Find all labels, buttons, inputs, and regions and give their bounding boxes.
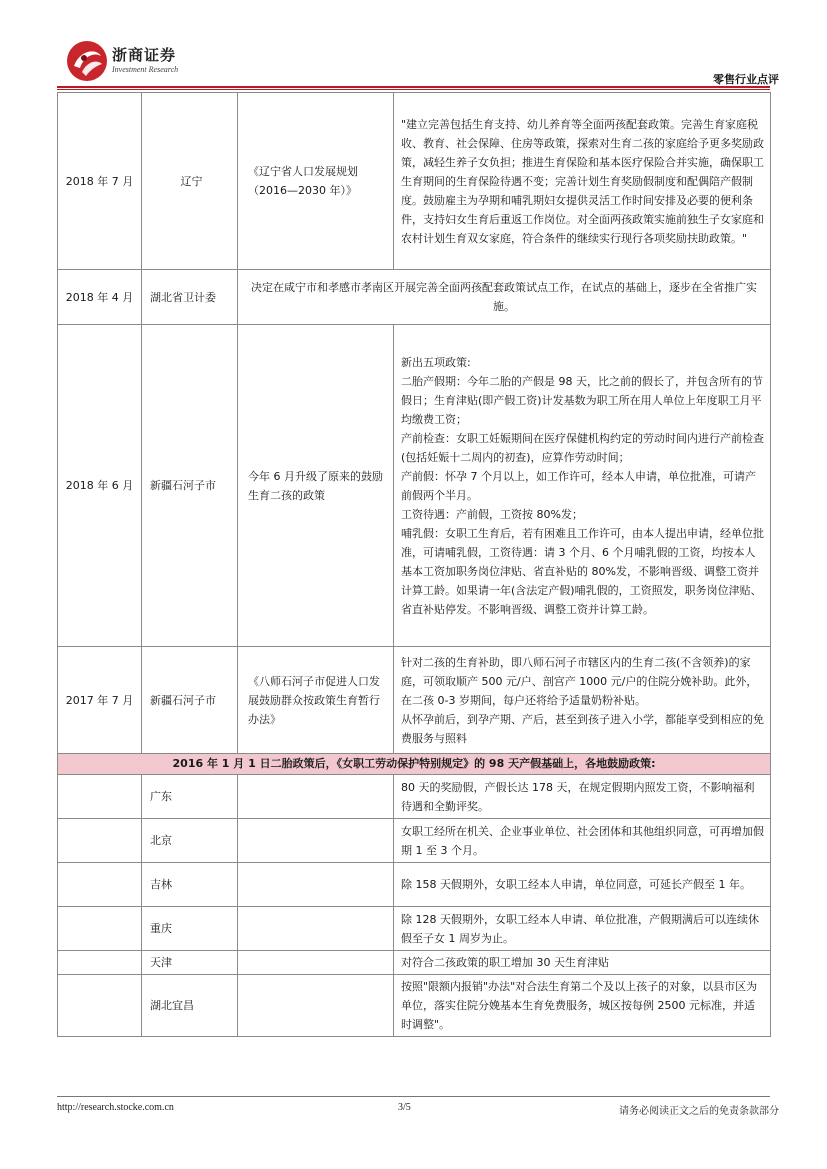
logo-mark-icon — [66, 40, 108, 82]
section-header: 2016 年 1 月 1 日二胎政策后，《女职工劳动保护特别规定》的 98 天产假基础上，各地鼓励政策: — [58, 754, 771, 775]
date-cell: 2017 年 7 月 — [58, 647, 142, 754]
details-cell: 除 158 天假期外，女职工经本人申请，单位同意，可延长产假至 1 年。 — [394, 863, 771, 907]
empty-policy-cell — [238, 975, 394, 1037]
empty-date-cell — [58, 819, 142, 863]
region-cell: 天津 — [142, 951, 238, 975]
logo-english-name: Investment Research — [112, 65, 179, 74]
date-cell: 2018 年 6 月 — [58, 325, 142, 647]
company-logo — [66, 40, 184, 82]
table-row — [58, 270, 771, 325]
details-cell — [394, 93, 771, 270]
table-row — [58, 775, 771, 819]
region-cell: 吉林 — [142, 863, 238, 907]
date-cell: 2018 年 4 月 — [58, 270, 142, 325]
region-cell: 北京 — [142, 819, 238, 863]
table-row — [58, 325, 771, 647]
logo-chinese-name: 浙商证券 — [112, 46, 177, 64]
empty-policy-cell — [238, 775, 394, 819]
details-cell: 决定在咸宁市和孝感市孝南区开展完善全面两孩配套政策试点工作，在试点的基础上，逐步在全省推广实施。 — [238, 270, 771, 325]
header-rule — [57, 86, 770, 88]
table-row — [58, 863, 771, 907]
policy-table — [57, 92, 771, 1037]
policy-cell: 《辽宁省人口发展规划（2016—2030 年）》 — [238, 93, 394, 270]
footer-rule — [57, 1096, 770, 1097]
region-cell: 辽宁 — [142, 93, 238, 270]
section-header-row — [58, 754, 771, 775]
empty-policy-cell — [238, 951, 394, 975]
policy-cell: 《八师石河子市促进人口发展鼓励群众按政策生育暂行办法》 — [238, 647, 394, 754]
detail-text: 从怀孕前后，到孕产期、产后，甚至到孩子进入小学，都能享受到相应的免费服务与照料 — [401, 712, 764, 745]
table-row — [58, 907, 771, 951]
page-number: 3/5 — [398, 1102, 411, 1113]
details-cell: 按照"限额内报销"办法"对合法生育第二个及以上孩子的对象，以县市区为单位，落实住院分娩基本生育免费服务，城区按每例 2500 元标准，并适时调整"。 — [394, 975, 771, 1037]
empty-policy-cell — [238, 863, 394, 907]
table-row — [58, 975, 771, 1037]
table-row — [58, 951, 771, 975]
empty-date-cell — [58, 863, 142, 907]
policy-cell: 今年 6 月升级了原来的鼓励生育二孩的政策 — [238, 325, 394, 647]
empty-date-cell — [58, 951, 142, 975]
empty-policy-cell — [238, 819, 394, 863]
detail-text: 二胎产假期：今年二胎的产假是 98 天，比之前的假长了，并包含所有的节假日；生育津贴(即产假工资)计发基数为职工所在用人单位上年度职工月平均缴费工资； — [401, 374, 763, 426]
detail-text: 针对二孩的生育补助，即八师石河子市辖区内的生育二孩(不含领养)的家庭，可领取顺产 500 元/户、剖宫产 1000 元/户的住院分娩补助。此外，在二孩 0-3 岁期间，每户还将给予适量奶粉补贴。 — [401, 655, 758, 707]
empty-date-cell — [58, 975, 142, 1037]
details-cell: 除 128 天假期外，女职工经本人申请、单位批准，产假期满后可以连续休假至子女 1 周岁为止。 — [394, 907, 771, 951]
region-cell: 湖北省卫计委 — [142, 270, 238, 325]
table-row — [58, 93, 771, 270]
date-cell: 2018 年 7 月 — [58, 93, 142, 270]
empty-date-cell — [58, 775, 142, 819]
empty-date-cell — [58, 907, 142, 951]
region-cell: 新疆石河子市 — [142, 647, 238, 754]
footer-url-link[interactable]: http://research.stocke.com.cn — [57, 1102, 174, 1113]
detail-text: 新出五项政策: — [401, 355, 471, 369]
detail-text: 产前假：怀孕 7 个月以上，如工作许可，经本人申请，单位批准，可请产前假两个半月。 — [401, 469, 756, 502]
header-rule-thin — [57, 89, 770, 90]
detail-text: 哺乳假：女职工生育后，若有困难且工作许可，由本人提出申请，经单位批准，可请哺乳假，工资待遇：请 3 个月、6 个月哺乳假的工资，均按本人基本工资加职务岗位津贴、省直补贴的 80%发，不影响晋级、调整工资并计算工龄。如果请一年(含法定产假)哺乳假的，工资照发，职务岗位津贴、省直补贴停发。不影响晋级、调整工资并计算工龄。 — [401, 526, 764, 616]
details-cell — [394, 325, 771, 647]
empty-policy-cell — [238, 907, 394, 951]
region-cell: 广东 — [142, 775, 238, 819]
details-cell: 女职工经所在机关、企业事业单位、社会团体和其他组织同意，可再增加假期 1 至 3 个月。 — [394, 819, 771, 863]
details-cell: 对符合二孩政策的职工增加 30 天生育津贴 — [394, 951, 771, 975]
table-row — [58, 647, 771, 754]
detail-text: "建立完善包括生育支持、幼儿养育等全面两孩配套政策。完善生育家庭税收、教育、社会保障、住房等政策，探索对生育二孩的家庭给予更多奖励政策，减轻生养子女负担；推进生育保险和基本医疗保险合并实施，确保职工生育期间的生育保险待遇不变；完善计划生育奖励假制度和配偶陪产假制度。鼓励雇主为孕期和哺乳期妇女提供灵活工作时间安排及必要的便利条件，支持妇女生育后重返工作岗位。对全面两孩政策实施前独生子女家庭和农村计划生育双女家庭，符合条件的继续实行现行各项奖励扶助政策。" — [401, 117, 764, 245]
region-cell: 湖北宜昌 — [142, 975, 238, 1037]
details-cell — [394, 647, 771, 754]
report-type-label: 零售行业点评 — [713, 73, 779, 86]
detail-text: 工资待遇：产前假，工资按 80%发； — [401, 507, 583, 521]
region-cell: 新疆石河子市 — [142, 325, 238, 647]
details-cell: 80 天的奖励假，产假长达 178 天，在规定假期内照发工资，不影响福利待遇和全勤评奖。 — [394, 775, 771, 819]
detail-text: 产前检查：女职工妊娠期间在医疗保健机构约定的劳动时间内进行产前检查(包括妊娠十二周内的初查)，应算作劳动时间； — [401, 431, 764, 464]
table-row — [58, 819, 771, 863]
footer-disclaimer: 请务必阅读正文之后的免责条款部分 — [619, 1106, 779, 1117]
region-cell: 重庆 — [142, 907, 238, 951]
